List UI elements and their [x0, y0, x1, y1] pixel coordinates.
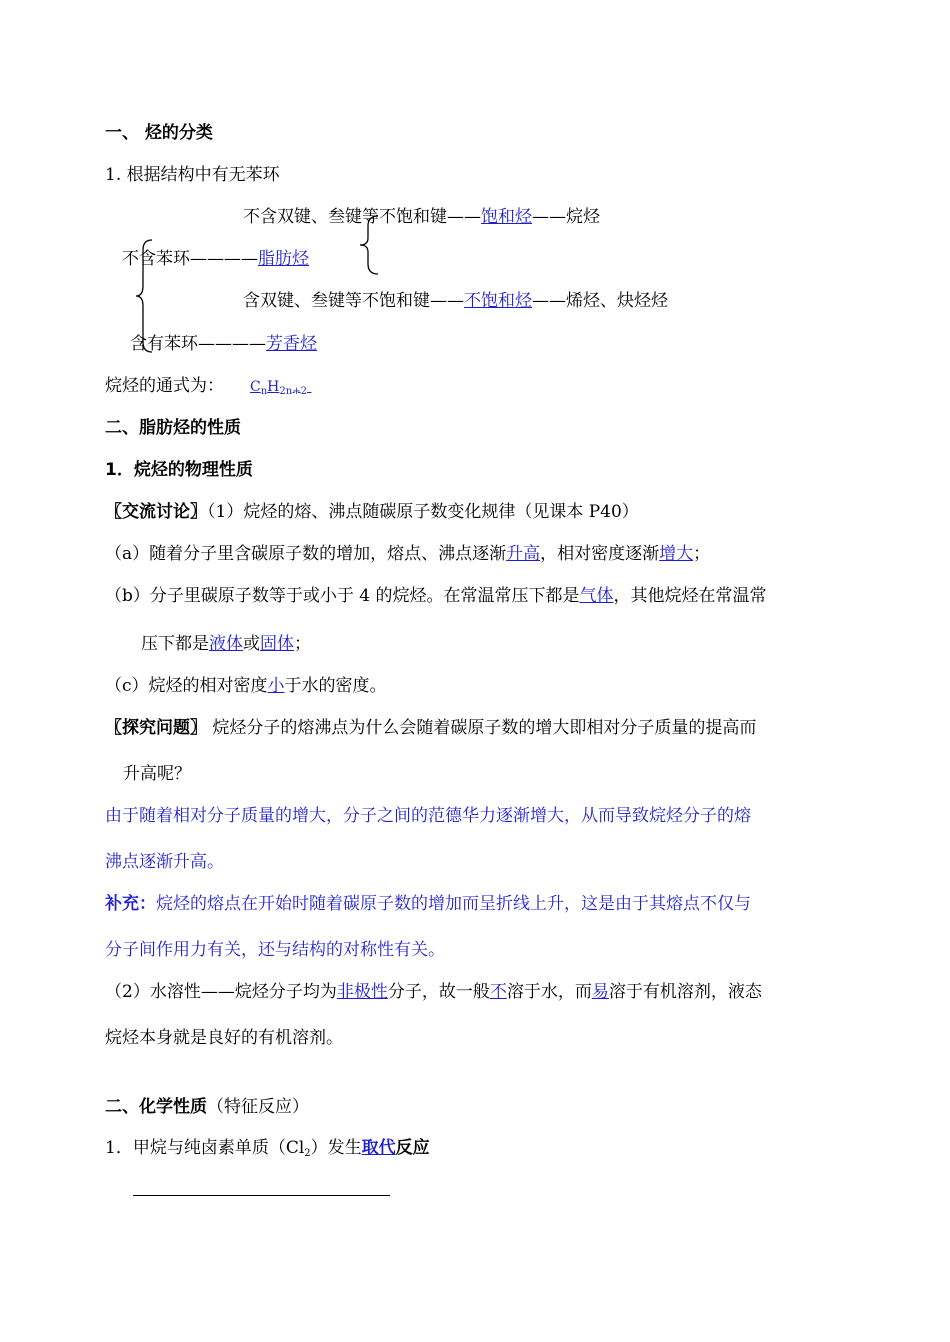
solubility-line2: 烷烃本身就是良好的有机溶剂。	[105, 1028, 343, 1048]
answer-blank-line	[133, 1195, 390, 1196]
classification-intro: 1. 根据结构中有无苯环	[105, 165, 280, 185]
aromatic-line: 含有苯环————芳香烃	[130, 334, 317, 354]
rule-b-line1: （b）分子里碳原子数等于或小于 4 的烷烃。在常温常压下都是气体，其他烷烃在常温常	[105, 586, 767, 606]
explore-line1: 〖探究问题〗 烷烃分子的熔沸点为什么会随着碳原子数的增大即相对分子质量的提高而	[105, 718, 757, 738]
section2-title: 二、脂肪烃的性质	[105, 418, 241, 438]
answer-line1: 由于随着相对分子质量的增大，分子之间的范德华力逐渐增大，从而导致烷烃分子的熔	[105, 806, 751, 826]
explore-line2: 升高呢？	[123, 764, 191, 784]
chemical-line: 1．甲烷与纯卤素单质$(Cl_2)$发生取代反应	[105, 1138, 430, 1159]
section1-title: 一、 烃的分类	[105, 123, 213, 143]
outer-brace	[133, 238, 155, 354]
rule-c: （c）烷烃的相对密度小于水的密度。	[105, 676, 387, 696]
rule-b-line2: 压下都是液体或固体；	[141, 634, 311, 654]
formula-line: 烷烃的通式为： $C_nH_{2n+2}$	[105, 376, 307, 397]
aliphatic-line: 不含苯环————脂肪烃	[122, 249, 309, 269]
section3-title: 二、化学性质（特征反应）	[105, 1097, 309, 1117]
inner-brace	[356, 214, 382, 276]
rule-a: （a）随着分子里含碳原子数的增加，熔点、沸点逐渐升高，相对密度逐渐增大；	[105, 544, 711, 564]
supplement-line1: 补充：烷烃的熔点在开始时随着碳原子数的增加而呈折线上升，这是由于其熔点不仅与	[105, 894, 751, 914]
answer-line2: 沸点逐渐升高。	[105, 852, 224, 872]
discussion-line: 〖交流讨论〗（1）烷烃的熔、沸点随碳原子数变化规律（见课本 P40）	[105, 502, 639, 522]
solubility-line1: （2）水溶性——烷烃分子均为非极性分子，故一般不溶于水，而易溶于有机溶剂，液态	[105, 982, 762, 1002]
saturated-line: 不含双键、叁键等不饱和键——饱和烃——烷烃	[243, 207, 600, 227]
physical-heading: 1．烷烃的物理性质	[105, 460, 253, 480]
unsaturated-line: 含双键、叁键等不饱和键——不饱和烃——烯烃、炔烃烃	[243, 291, 668, 311]
supplement-line2: 分子间作用力有关，还与结构的对称性有关。	[105, 940, 445, 960]
